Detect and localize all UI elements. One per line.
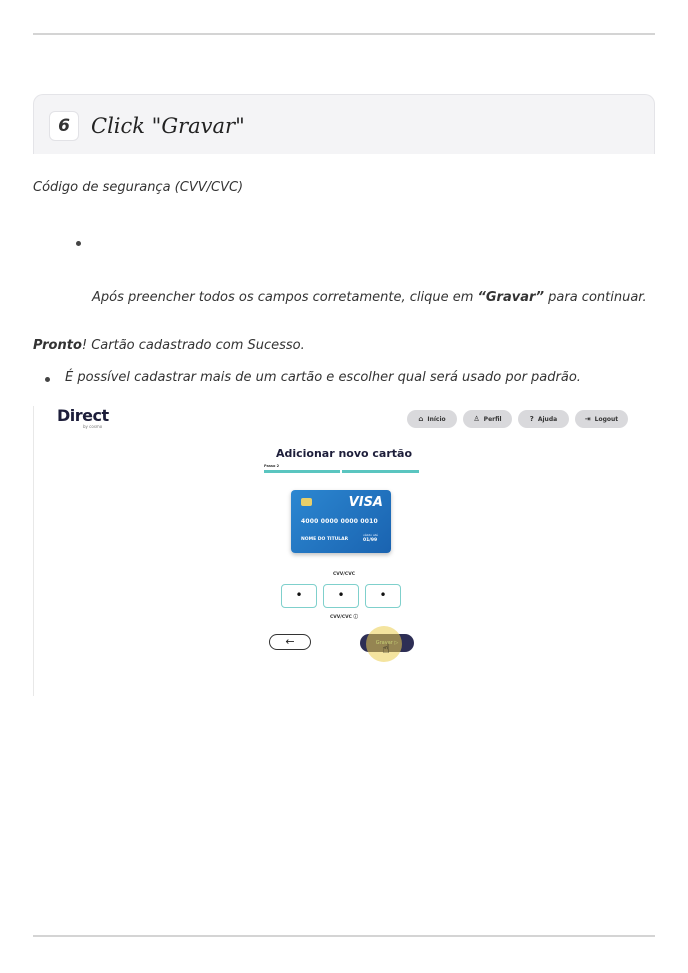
user-icon: ♙ (473, 415, 480, 423)
nav-help-label: Ajuda (537, 416, 558, 423)
cvv-digit-2[interactable]: • (323, 584, 359, 608)
home-icon: ⌂ (418, 415, 424, 423)
done-bold: Pronto (33, 338, 82, 353)
nav-profile-label: Perfil (483, 416, 502, 423)
nav-home-button[interactable] (407, 410, 457, 428)
chip-icon (301, 498, 312, 506)
done-rest: ! Cartão cadastrado com Sucesso. (81, 338, 305, 353)
progress-bar-step-2 (342, 470, 419, 473)
app-logo: Direct (57, 406, 109, 425)
section-label: Código de segurança (CVV/CVC) (33, 180, 244, 195)
step-title: Click "Gravar" (91, 114, 245, 138)
instruction-before: Após preencher todos os campos corretamente, clique em (92, 290, 478, 305)
nav-profile-button[interactable] (463, 410, 512, 428)
progress-bar-step-1 (264, 470, 340, 473)
card-number: 4000 0000 0000 0010 (301, 518, 378, 525)
card-holder: NOME DO TITULAR (301, 537, 349, 542)
step-number: 6 (49, 111, 79, 141)
instruction-after: para continuar. (544, 290, 647, 305)
step-header (33, 94, 655, 154)
step-progress-label: Passo 2 (264, 464, 280, 468)
cvv-footer: CVV/CVC ⓘ (329, 615, 359, 620)
instruction-highlight: “Gravar” (477, 290, 545, 305)
pointer-hand-icon: ☝ (382, 642, 390, 657)
tip-text: É possível cadastrar mais de um cartão e escolher qual será usado por padrão. (65, 370, 581, 385)
app-logo-sub: by cosmo (83, 424, 103, 429)
logout-icon: ⇥ (584, 415, 591, 423)
credit-card-preview (291, 490, 391, 553)
back-button[interactable]: ← (269, 634, 311, 650)
nav-help-button[interactable] (518, 410, 569, 428)
modal-title: Adicionar novo cartão (275, 447, 413, 460)
nav-home-label: Início (427, 416, 446, 423)
top-rule (33, 33, 655, 35)
nav-logout-label: Logout (594, 416, 619, 423)
cvv-digit-3[interactable]: • (365, 584, 401, 608)
cvv-heading: CVV/CVC (333, 572, 355, 577)
card-brand: VISA (348, 495, 383, 510)
bullet (45, 377, 50, 382)
help-icon: ? (529, 415, 534, 423)
bottom-rule (33, 935, 655, 937)
instruction-text (92, 290, 647, 305)
embedded-screenshot (33, 402, 655, 697)
card-valid: 01/99 (363, 538, 378, 543)
done-text (33, 338, 305, 353)
nav-logout-button[interactable] (575, 410, 628, 428)
card-valid-label: válido até (363, 533, 378, 537)
bullet (76, 241, 81, 246)
cvv-digit-1[interactable]: • (281, 584, 317, 608)
